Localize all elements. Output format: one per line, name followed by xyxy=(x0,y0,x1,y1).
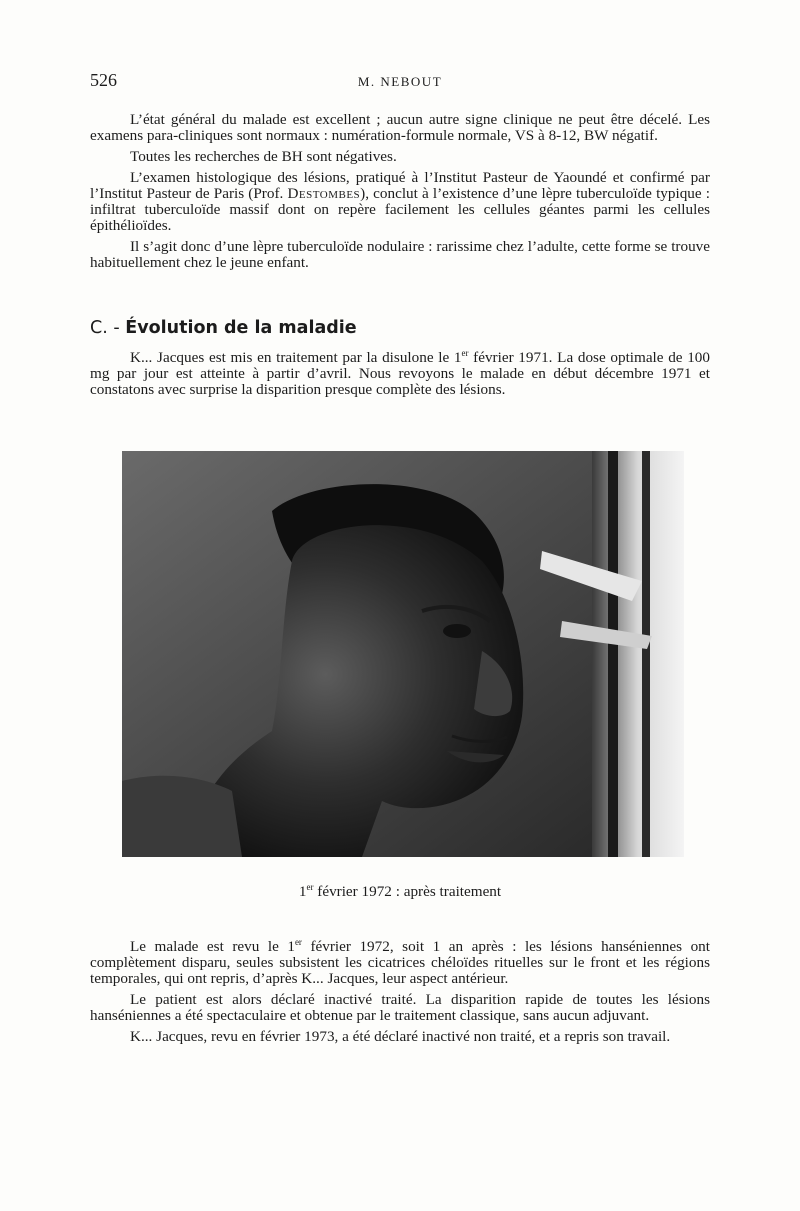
treatment-paragraph xyxy=(90,350,710,398)
followup-superscript: er xyxy=(294,937,302,947)
section-title: Évolution de la maladie xyxy=(125,318,357,338)
page-header xyxy=(90,70,710,96)
clinical-paragraph: L’état général du malade est excellent ; aucun autre signe clinique ne peut être décelé. Les examens para-cliniques sont normaux : numération-formule normale, VS à 8-12, BW négatif. xyxy=(90,111,710,144)
final-status-paragraph: K... Jacques, revu en février 1973, a été déclaré inactivé non traité, et a repris son travail. xyxy=(130,1028,671,1045)
caption-text: février 1972 : après traitement xyxy=(313,883,502,900)
bh-paragraph: Toutes les recherches de BH sont négatives. xyxy=(130,148,397,165)
section-heading xyxy=(90,318,357,338)
section-letter: C. - xyxy=(90,318,120,338)
patient-photo xyxy=(122,451,684,857)
histology-text-after: ), conclut à l’existence d’une lèpre tuberculoïde typique : infiltrat tuberculoïde massif dont on repère facilement les cellules géantes parmi les cellules épithélioïdes. xyxy=(90,185,710,234)
histology-author: Destombes xyxy=(287,185,361,202)
nodular-paragraph: Il s’agit donc d’une lèpre tuberculoïde nodulaire : rarissime chez l’adulte, cette forme se trouve habituellement chez le jeune enfant. xyxy=(90,238,710,271)
treatment-superscript: er xyxy=(461,348,469,358)
followup-text-end: février 1972, soit 1 an après : les lésions hanséniennes ont complètement disparu, seules subsistent les cicatrices chéloïdes rituelles sur le front et les régions temporales, qui ont repris, d’après K... Jacques, leur aspect antérieur. xyxy=(90,938,710,987)
histology-paragraph xyxy=(90,170,710,234)
treatment-section xyxy=(90,350,710,403)
patient-portrait-image xyxy=(122,451,684,857)
running-head: M. NEBOUT xyxy=(357,74,443,89)
caption-day: 1 xyxy=(298,883,307,900)
caption-superscript: er xyxy=(306,882,314,892)
treatment-text-start: K... Jacques est mis en traitement par la disulone le 1 xyxy=(130,349,462,366)
treatment-text-end: février 1971. La dose optimale de 100 mg par jour est atteinte à partir d’avril. Nous revoyons le malade en début décembre 1971 et constatons avec surprise la disparition presque complète des lésions. xyxy=(90,349,710,398)
followup-text-start: Le malade est revu le 1 xyxy=(130,938,295,955)
inactive-treated-paragraph: Le patient est alors déclaré inactivé traité. La disparition rapide de toutes les lésions hanséniennes a été spectaculaire et obtenue par le traitement classique, sans aucun adjuvant. xyxy=(90,991,710,1024)
case-findings-section xyxy=(90,112,710,276)
histology-text-before: L’examen histologique des lésions, pratiqué à l’Institut Pasteur de Yaoundé et confirmé par l’Institut Pasteur de Paris (Prof. xyxy=(90,169,710,202)
followup-section xyxy=(90,939,710,1050)
page-number: 526 xyxy=(90,70,117,90)
photo-caption xyxy=(90,883,710,901)
followup-paragraph xyxy=(90,939,710,987)
